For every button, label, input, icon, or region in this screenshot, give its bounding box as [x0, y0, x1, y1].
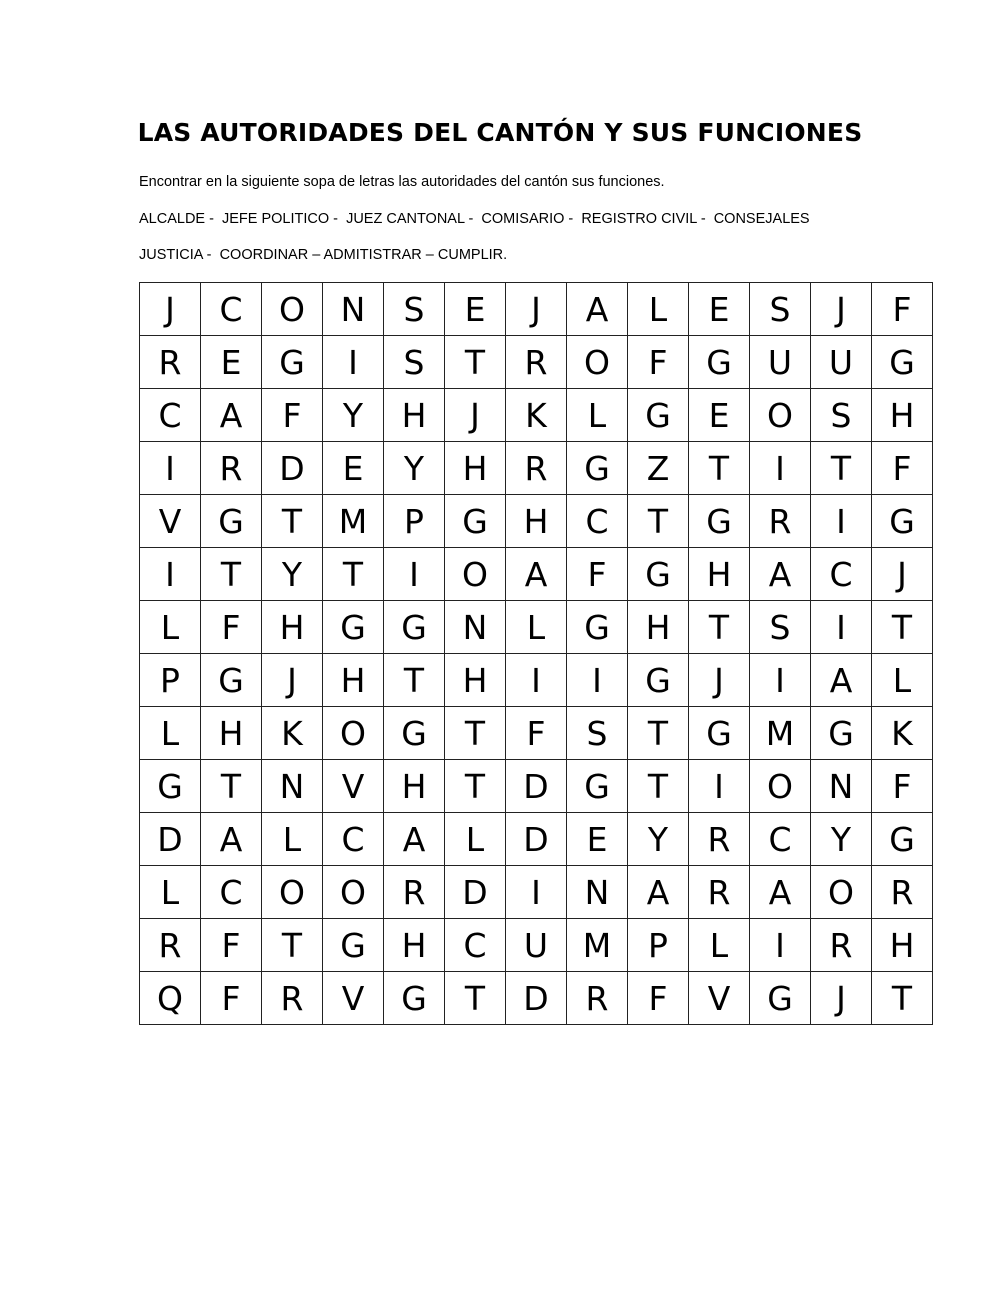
grid-cell[interactable]: I [811, 601, 872, 654]
grid-cell[interactable]: Z [628, 442, 689, 495]
grid-cell[interactable]: F [506, 707, 567, 760]
grid-cell[interactable]: Y [628, 813, 689, 866]
grid-cell[interactable]: V [689, 972, 750, 1025]
grid-cell[interactable]: A [628, 866, 689, 919]
grid-cell[interactable]: E [445, 283, 506, 336]
grid-cell[interactable]: E [323, 442, 384, 495]
grid-cell[interactable]: L [872, 654, 933, 707]
grid-cell[interactable]: T [872, 601, 933, 654]
grid-cell[interactable]: I [750, 654, 811, 707]
grid-cell[interactable]: R [201, 442, 262, 495]
grid-cell[interactable]: O [811, 866, 872, 919]
grid-cell[interactable]: R [140, 336, 201, 389]
grid-cell[interactable]: F [201, 919, 262, 972]
grid-cell[interactable]: S [750, 283, 811, 336]
grid-cell[interactable]: A [201, 389, 262, 442]
grid-cell[interactable]: D [445, 866, 506, 919]
grid-cell[interactable]: C [811, 548, 872, 601]
grid-row [140, 283, 933, 336]
grid-cell[interactable]: T [384, 654, 445, 707]
grid-cell[interactable]: H [262, 601, 323, 654]
grid-cell[interactable]: C [140, 389, 201, 442]
grid-cell[interactable]: L [445, 813, 506, 866]
grid-row [140, 601, 933, 654]
grid-row [140, 389, 933, 442]
grid-cell[interactable]: T [628, 495, 689, 548]
grid-cell[interactable]: J [140, 283, 201, 336]
grid-cell[interactable]: H [323, 654, 384, 707]
grid-row [140, 866, 933, 919]
grid-cell[interactable]: G [201, 495, 262, 548]
grid-cell[interactable]: G [872, 336, 933, 389]
grid-cell[interactable]: J [445, 389, 506, 442]
grid-row [140, 654, 933, 707]
grid-cell[interactable]: G [872, 813, 933, 866]
grid-cell[interactable]: J [872, 548, 933, 601]
word-search-grid [139, 282, 933, 1025]
grid-cell[interactable]: P [628, 919, 689, 972]
grid-cell[interactable]: G [689, 336, 750, 389]
grid-cell[interactable]: G [384, 601, 445, 654]
grid-cell[interactable]: U [506, 919, 567, 972]
grid-cell[interactable]: R [689, 813, 750, 866]
grid-cell[interactable]: T [689, 442, 750, 495]
grid-cell[interactable]: G [872, 495, 933, 548]
grid-cell[interactable]: R [140, 919, 201, 972]
grid-row [140, 336, 933, 389]
grid-cell[interactable]: J [262, 654, 323, 707]
grid-cell[interactable]: L [140, 601, 201, 654]
grid-cell[interactable]: S [811, 389, 872, 442]
grid-cell[interactable]: M [323, 495, 384, 548]
grid-cell[interactable]: I [506, 866, 567, 919]
grid-cell[interactable]: H [689, 548, 750, 601]
grid-cell[interactable]: C [201, 283, 262, 336]
grid-cell[interactable]: H [384, 760, 445, 813]
grid-cell[interactable]: D [506, 813, 567, 866]
grid-cell[interactable]: A [750, 548, 811, 601]
grid-cell[interactable]: I [140, 442, 201, 495]
grid-cell[interactable]: D [506, 972, 567, 1025]
grid-cell[interactable]: D [262, 442, 323, 495]
grid-cell[interactable]: L [140, 707, 201, 760]
grid-cell[interactable]: O [750, 389, 811, 442]
grid-cell[interactable]: C [567, 495, 628, 548]
grid-cell[interactable]: I [140, 548, 201, 601]
grid-row [140, 548, 933, 601]
grid-cell[interactable]: T [201, 548, 262, 601]
grid-cell[interactable]: G [445, 495, 506, 548]
grid-cell[interactable]: Q [140, 972, 201, 1025]
grid-cell[interactable]: T [628, 760, 689, 813]
grid-cell[interactable]: V [323, 972, 384, 1025]
grid-cell[interactable]: N [567, 866, 628, 919]
grid-cell[interactable]: L [262, 813, 323, 866]
grid-cell[interactable]: A [811, 654, 872, 707]
grid-cell[interactable]: I [506, 654, 567, 707]
grid-cell[interactable]: H [628, 601, 689, 654]
grid-cell[interactable]: G [628, 548, 689, 601]
grid-cell[interactable]: F [201, 972, 262, 1025]
grid-cell[interactable]: T [811, 442, 872, 495]
grid-cell[interactable]: V [140, 495, 201, 548]
grid-cell[interactable]: G [628, 654, 689, 707]
grid-cell[interactable]: G [140, 760, 201, 813]
grid-cell[interactable]: G [689, 707, 750, 760]
grid-cell[interactable]: F [628, 972, 689, 1025]
grid-cell[interactable]: H [445, 442, 506, 495]
grid-cell[interactable]: J [689, 654, 750, 707]
grid-cell[interactable]: O [445, 548, 506, 601]
grid-cell[interactable]: H [384, 919, 445, 972]
grid-cell[interactable]: K [872, 707, 933, 760]
grid-cell[interactable]: I [323, 336, 384, 389]
grid-cell[interactable]: H [445, 654, 506, 707]
grid-cell[interactable]: H [872, 389, 933, 442]
grid-cell[interactable]: R [384, 866, 445, 919]
grid-cell[interactable]: O [323, 707, 384, 760]
grid-cell[interactable]: R [811, 919, 872, 972]
grid-cell[interactable]: I [567, 654, 628, 707]
grid-cell[interactable]: G [323, 601, 384, 654]
grid-cell[interactable]: D [140, 813, 201, 866]
grid-cell[interactable]: O [262, 866, 323, 919]
grid-cell[interactable]: Y [384, 442, 445, 495]
grid-cell[interactable]: M [750, 707, 811, 760]
grid-cell[interactable]: G [567, 442, 628, 495]
grid-cell[interactable]: F [628, 336, 689, 389]
grid-cell[interactable]: G [689, 495, 750, 548]
grid-cell[interactable]: P [384, 495, 445, 548]
grid-row [140, 972, 933, 1025]
grid-cell[interactable]: L [628, 283, 689, 336]
grid-cell[interactable]: G [750, 972, 811, 1025]
grid-cell[interactable]: L [567, 389, 628, 442]
grid-cell[interactable]: U [811, 336, 872, 389]
grid-cell[interactable]: H [384, 389, 445, 442]
grid-cell[interactable]: T [445, 760, 506, 813]
grid-cell[interactable]: I [750, 919, 811, 972]
grid-cell[interactable]: A [567, 283, 628, 336]
grid-cell[interactable]: I [384, 548, 445, 601]
grid-cell[interactable]: A [750, 866, 811, 919]
grid-cell[interactable]: C [445, 919, 506, 972]
grid-cell[interactable]: T [628, 707, 689, 760]
grid-cell[interactable]: N [323, 283, 384, 336]
grid-cell[interactable]: I [811, 495, 872, 548]
grid-cell[interactable]: S [384, 283, 445, 336]
grid-cell[interactable]: T [872, 972, 933, 1025]
grid-cell[interactable]: S [384, 336, 445, 389]
grid-cell[interactable]: N [262, 760, 323, 813]
grid-cell[interactable]: A [506, 548, 567, 601]
grid-cell[interactable]: G [384, 972, 445, 1025]
grid-cell[interactable]: P [140, 654, 201, 707]
grid-row [140, 813, 933, 866]
grid-cell[interactable]: L [140, 866, 201, 919]
grid-cell[interactable]: E [567, 813, 628, 866]
instructions-text: Encontrar en la siguiente sopa de letras las autoridades del cantón sus funciones. [139, 174, 665, 190]
grid-cell[interactable]: G [323, 919, 384, 972]
grid-cell[interactable]: I [689, 760, 750, 813]
grid-cell[interactable]: O [323, 866, 384, 919]
grid-cell[interactable]: I [750, 442, 811, 495]
grid-cell[interactable]: M [567, 919, 628, 972]
grid-cell[interactable]: G [201, 654, 262, 707]
word-list-line-2: JUSTICIA - COORDINAR – ADMITISTRAR – CUMPLIR. [139, 247, 508, 263]
grid-cell[interactable]: E [689, 283, 750, 336]
grid-cell[interactable]: G [628, 389, 689, 442]
grid-cell[interactable]: T [262, 919, 323, 972]
grid-cell[interactable]: T [445, 707, 506, 760]
grid-cell[interactable]: R [506, 336, 567, 389]
grid-cell[interactable]: Y [262, 548, 323, 601]
grid-cell[interactable]: J [811, 283, 872, 336]
grid-cell[interactable]: K [262, 707, 323, 760]
grid-cell[interactable]: O [262, 283, 323, 336]
grid-cell[interactable]: E [201, 336, 262, 389]
grid-row [140, 919, 933, 972]
grid-row [140, 495, 933, 548]
grid-cell[interactable]: N [811, 760, 872, 813]
grid-cell[interactable]: T [323, 548, 384, 601]
grid-cell[interactable]: G [262, 336, 323, 389]
grid-cell[interactable]: J [811, 972, 872, 1025]
grid-cell[interactable]: H [872, 919, 933, 972]
grid-cell[interactable]: G [567, 760, 628, 813]
grid-cell[interactable]: E [689, 389, 750, 442]
grid-cell[interactable]: D [506, 760, 567, 813]
grid-cell[interactable]: C [323, 813, 384, 866]
grid-row [140, 442, 933, 495]
grid-cell[interactable]: K [506, 389, 567, 442]
grid-cell[interactable]: G [567, 601, 628, 654]
grid-cell[interactable]: A [201, 813, 262, 866]
grid-cell[interactable]: S [750, 601, 811, 654]
grid-cell[interactable]: U [750, 336, 811, 389]
grid-cell[interactable]: O [750, 760, 811, 813]
grid-cell[interactable]: R [506, 442, 567, 495]
grid-cell[interactable]: A [384, 813, 445, 866]
grid-cell[interactable]: O [567, 336, 628, 389]
grid-cell[interactable]: R [689, 866, 750, 919]
grid-cell[interactable]: F [567, 548, 628, 601]
grid-cell[interactable]: T [445, 336, 506, 389]
grid-cell[interactable]: Y [323, 389, 384, 442]
grid-cell[interactable]: G [811, 707, 872, 760]
grid-cell[interactable]: R [872, 866, 933, 919]
grid-cell[interactable]: C [201, 866, 262, 919]
grid-cell[interactable]: F [872, 442, 933, 495]
grid-cell[interactable]: R [567, 972, 628, 1025]
grid-cell[interactable]: F [262, 389, 323, 442]
grid-cell[interactable]: F [872, 760, 933, 813]
grid-cell[interactable]: L [689, 919, 750, 972]
grid-cell[interactable]: S [567, 707, 628, 760]
grid-cell[interactable]: H [201, 707, 262, 760]
grid-cell[interactable]: T [689, 601, 750, 654]
grid-cell[interactable]: T [262, 495, 323, 548]
grid-cell[interactable]: F [201, 601, 262, 654]
grid-cell[interactable]: C [750, 813, 811, 866]
grid-cell[interactable]: V [323, 760, 384, 813]
grid-cell[interactable]: R [750, 495, 811, 548]
grid-cell[interactable]: N [445, 601, 506, 654]
page-title: LAS AUTORIDADES DEL CANTÓN Y SUS FUNCIONES [137, 118, 863, 147]
grid-row [140, 760, 933, 813]
grid-cell[interactable]: R [262, 972, 323, 1025]
grid-cell[interactable]: J [506, 283, 567, 336]
grid-cell[interactable]: F [872, 283, 933, 336]
grid-cell[interactable]: H [506, 495, 567, 548]
word-list-line-1: ALCALDE - JEFE POLITICO - JUEZ CANTONAL - COMISARIO - REGISTRO CIVIL - CONSEJALES [139, 211, 810, 227]
grid-cell[interactable]: T [201, 760, 262, 813]
grid-cell[interactable]: G [384, 707, 445, 760]
grid-row [140, 707, 933, 760]
grid-cell[interactable]: L [506, 601, 567, 654]
grid-cell[interactable]: T [445, 972, 506, 1025]
grid-cell[interactable]: Y [811, 813, 872, 866]
